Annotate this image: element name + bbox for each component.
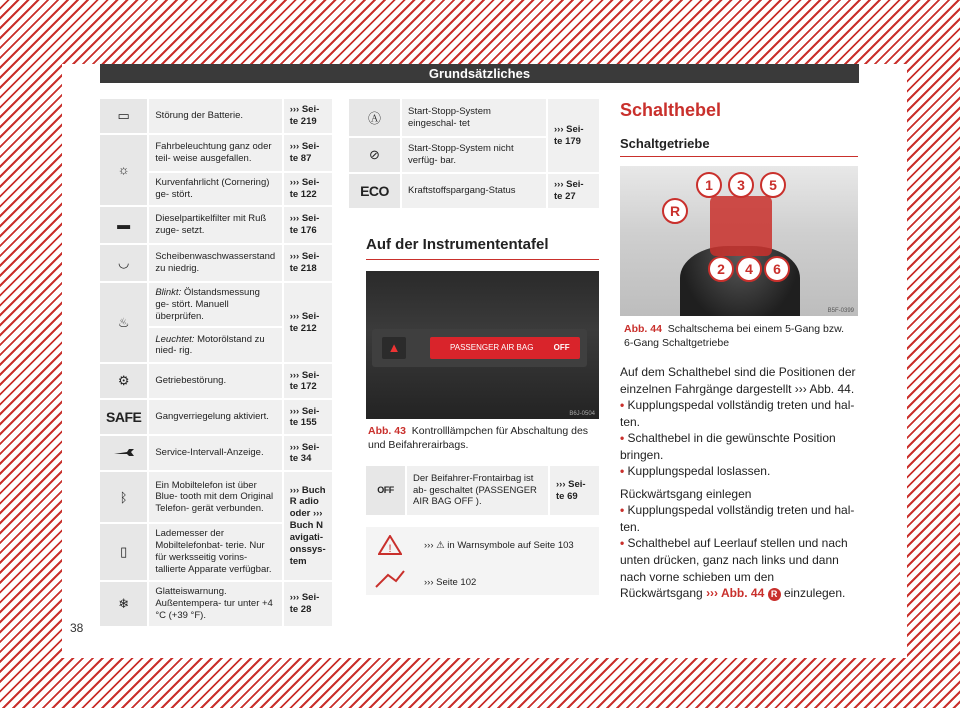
bullet-icon: • [620, 536, 628, 551]
gear-3-label: 3 [728, 172, 754, 198]
indicator-off-text: OFF [553, 343, 570, 352]
table-cell-text: Kurvenfahrlicht (Cornering) ge- stört. [148, 172, 282, 206]
eco-icon: ECO [360, 183, 389, 199]
list-item-text: Schalthebel in die gewünschte Position bringen. [620, 431, 836, 462]
svg-text:!: ! [388, 543, 392, 555]
warning-lights-table-left [100, 99, 332, 628]
cell-text: Motorölstand zu nied- rig. [155, 333, 265, 357]
cell-text: Ölstandsmessung ge- stört. Manuell überprüfen. [155, 286, 260, 322]
gearbox-fault-icon: ⚙ [117, 373, 130, 389]
table-row [100, 206, 332, 244]
reverse-gear-heading: Rückwärtsgang einlegen [620, 486, 752, 501]
table-row [100, 435, 332, 471]
page-reference: ››› Sei- te 179 [547, 99, 599, 173]
table-row [100, 581, 332, 627]
list-item [620, 535, 860, 601]
airbag-indicator-panel [372, 329, 587, 367]
table-cell-text: Start-Stopp-System eingeschal- tet [401, 99, 547, 137]
page-reference: ››› Sei- te 122 [283, 172, 332, 206]
section-heading-instrument-panel: Auf der Instrumententafel [366, 236, 599, 260]
list-item [620, 502, 860, 535]
table-row [100, 399, 332, 435]
table-cell-text: Kraftstoffspargang-Status [401, 173, 547, 209]
safe-icon: SAFE [106, 409, 142, 426]
washer-fluid-icon: ◡ [118, 254, 130, 270]
page-reference: ››› Sei- te 218 [283, 244, 332, 282]
table-cell-text: Der Beifahrer-Frontairbag ist ab- geschaltet (PASSENGER AIR BAG OFF ). [406, 466, 549, 516]
list-item-tail: einzulegen. [780, 586, 846, 601]
page-reference: ››› Buch R adio oder ››› Buch N avigati- onssys- tem [283, 471, 332, 581]
figure-44-caption [624, 322, 856, 350]
bullet-icon: • [620, 431, 628, 446]
environment-note-icon [374, 567, 406, 589]
indicator-text: PASSENGER AIR BAG [450, 343, 534, 352]
table-cell-text [148, 327, 282, 363]
table-cell-text: Lademesser der Mobiltelefonbat- terie. Nur für werksseitig vorins- tallierte Apparate verfügbar. [148, 523, 282, 581]
light-fault-icon: ☼ [117, 162, 130, 178]
page-reference: ››› Sei- te 172 [283, 363, 332, 399]
reverse-gear-badge: R [768, 588, 781, 601]
table-cell-text: Glatteiswarnung. Außentempera- tur unter +4 °C (+39 °F). [148, 581, 282, 627]
gear-r-label: R [662, 198, 688, 224]
table-cell-text: Dieselpartikelfilter mit Ruß zuge- setzt. [148, 206, 282, 244]
bullet-icon: • [620, 398, 628, 413]
figure-reference-link[interactable]: ››› Abb. 44 [706, 586, 765, 601]
figure-code: B6J-0504 [569, 411, 595, 417]
page-header: Grundsätzliches [100, 64, 859, 83]
table-row [100, 282, 332, 328]
table-row [349, 99, 599, 137]
page-reference: ››› Sei- te 155 [283, 399, 332, 435]
table-row [100, 244, 332, 282]
page-reference: ››› Sei- te 87 [283, 134, 332, 172]
airbag-off-icon: OFF [377, 485, 394, 495]
italic-label: Leuchtet: [155, 333, 195, 345]
environment-reference-link[interactable]: ››› Seite 102 [424, 577, 477, 588]
warning-lights-table-mid [349, 99, 599, 210]
intro-paragraph: Auf dem Schalthebel sind die Positionen der einzelnen Fahrgänge dargestellt ››› Abb. 44. [620, 365, 856, 396]
page-number: 38 [70, 621, 84, 635]
bluetooth-icon: ᛒ [119, 489, 128, 505]
warnings-reference-box [366, 527, 599, 595]
table-cell-text: Service-Intervall-Anzeige. [148, 435, 282, 471]
gear-1-label: 1 [696, 172, 722, 198]
table-cell-text: Getriebestörung. [148, 363, 282, 399]
table-cell-text: Fahrbeleuchtung ganz oder teil- weise ausgefallen. [148, 134, 282, 172]
wrench-icon [113, 446, 135, 461]
gear-2-label: 2 [708, 256, 734, 282]
page-reference: ››› Sei- te 27 [547, 173, 599, 209]
list-item [620, 430, 860, 463]
airbag-table [366, 466, 599, 517]
figure-43-caption [368, 424, 598, 452]
page-reference: ››› Sei- te 212 [283, 282, 332, 364]
table-row [100, 363, 332, 399]
frost-icon: ❄ [118, 595, 130, 611]
figure-label: Abb. 44 [624, 323, 662, 335]
table-row [100, 471, 332, 523]
table-row [366, 466, 599, 516]
caption-text: Kontrolllämpchen für Abschaltung des und Beifahrerairbags. [368, 425, 589, 452]
phone-battery-icon: ▯ [120, 544, 128, 560]
list-item-text: Kupplungspedal loslassen. [627, 464, 771, 479]
page-reference: ››› Sei- te 176 [283, 206, 332, 244]
table-cell-text: Scheibenwaschwasserstand zu niedrig. [148, 244, 282, 282]
table-row [349, 173, 599, 209]
caption-text: Schaltschema bei einem 5-Gang bzw. 6-Gang Schaltgetriebe [624, 323, 845, 350]
figure-44-photo [620, 166, 858, 316]
warning-triangle-icon [378, 535, 402, 555]
passenger-airbag-indicator [430, 337, 580, 359]
figure-code: B5F-0399 [827, 308, 854, 314]
figure-label: Abb. 43 [368, 425, 406, 437]
oil-icon: ♨ [117, 314, 130, 330]
warning-reference-link[interactable]: ››› ⚠ in Warnsymbole auf Seite 103 [424, 540, 574, 551]
page-reference: ››› Sei- te 34 [283, 435, 332, 471]
list-item [620, 463, 860, 480]
table-cell-text: Störung der Batterie. [148, 99, 282, 134]
list-item-text: Kupplungspedal vollständig treten und hal- ten. [620, 398, 855, 429]
list-item [620, 397, 860, 430]
gear-5-label: 5 [760, 172, 786, 198]
start-stop-off-icon: ⊘ [369, 147, 380, 162]
gear-4-label: 4 [736, 256, 762, 282]
page-reference: ››› Sei- te 28 [283, 581, 332, 627]
bullet-icon: • [620, 503, 628, 518]
table-row [100, 99, 332, 134]
body-text [620, 364, 860, 602]
table-row [100, 134, 332, 172]
list-item-text: Schalthebel auf Leerlauf stellen und nach unten drücken, ganz nach links und dann nach vorne schieben um den Rückwärtsgang [620, 536, 848, 601]
italic-label: Blinkt: [155, 286, 182, 298]
hazard-warning-icon: ▲ [382, 337, 406, 359]
table-cell-text: Ein Mobiltelefon ist über Blue- tooth mit dem Original Telefon- gerät verbunden. [148, 471, 282, 523]
diesel-filter-icon: ▬ [117, 217, 131, 233]
table-cell-text [148, 282, 282, 328]
bullet-icon: • [620, 464, 628, 479]
section-title: Schalthebel [620, 100, 722, 120]
battery-icon: ▭ [117, 108, 130, 123]
table-cell-text: Start-Stopp-System nicht verfüg- bar. [401, 137, 547, 173]
page-reference: ››› Sei- te 219 [283, 99, 332, 134]
table-cell-text: Gangverriegelung aktiviert. [148, 399, 282, 435]
figure-43-photo [366, 271, 599, 419]
start-stop-icon: Ⓐ [367, 111, 381, 126]
list-item-text: Kupplungspedal vollständig treten und hal- ten. [620, 503, 855, 534]
gear-6-label: 6 [764, 256, 790, 282]
page-reference: ››› Sei- te 69 [549, 466, 599, 516]
section-subtitle: Schaltgetriebe [620, 136, 858, 157]
shift-pattern-arrows [710, 196, 772, 256]
